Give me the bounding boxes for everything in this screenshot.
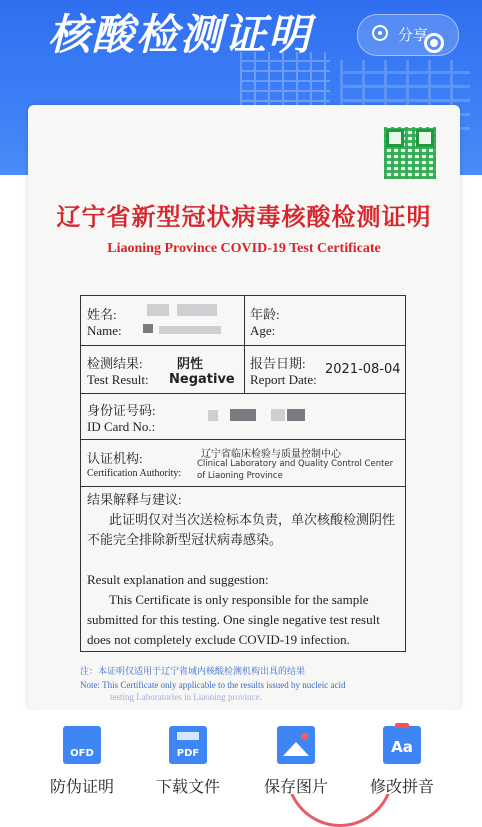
age-label-cn: 年龄:	[250, 307, 280, 322]
result-label-en: Test Result:	[87, 372, 149, 387]
close-target-icon[interactable]	[424, 33, 444, 53]
toolbar-label: 防伪证明	[49, 777, 114, 796]
auth-label-en: Certification Authority:	[87, 468, 182, 479]
report-date-value: 2021-08-04	[325, 362, 401, 377]
name-label-cn: 姓名:	[87, 307, 117, 322]
note-en-line2: testing Laboratories in Liaoning province.	[110, 692, 262, 702]
edit-text-icon: Aa	[383, 726, 421, 764]
certificate-table	[80, 295, 406, 652]
explain-title-cn: 结果解释与建议:	[87, 492, 182, 507]
id-label-en: ID Card No.:	[87, 419, 156, 434]
auth-label-cn: 认证机构:	[87, 451, 143, 466]
redacted-block	[159, 326, 221, 334]
age-label-en: Age:	[250, 323, 276, 338]
save-image-button[interactable]	[251, 726, 341, 797]
redacted-block	[147, 304, 169, 316]
explain-title-en: Result explanation and suggestion:	[87, 572, 269, 587]
qr-code	[384, 127, 436, 179]
certificate-title-en: Liaoning Province COVID-19 Test Certificate	[107, 241, 381, 256]
date-label-en: Report Date:	[250, 372, 317, 387]
auth-name-en-line1: Clinical Laboratory and Quality Control Center	[197, 459, 394, 469]
explain-en-line2: submitted for this testing. One single negative test result	[87, 612, 380, 627]
id-label-cn: 身份证号码:	[87, 403, 156, 418]
share-label: 分享	[398, 26, 429, 44]
redacted-block	[230, 409, 256, 421]
note-en-line1: Note: This Certificate only applicable to the results issued by nucleic acid	[80, 680, 346, 690]
row-authority	[81, 440, 405, 487]
image-icon	[277, 726, 315, 764]
result-label-cn: 检测结果:	[87, 356, 143, 371]
certificate-title-cn: 辽宁省新型冠状病毒核酸检测证明	[56, 202, 432, 231]
row-id	[81, 394, 405, 440]
explain-cn-line1: 此证明仅对当次送检标本负责，单次核酸检测阴性	[109, 512, 396, 527]
explain-cn-line2: 不能完全排除新型冠状病毒感染。	[87, 532, 283, 547]
redacted-block	[287, 409, 305, 421]
result-value-en: Negative	[169, 372, 235, 387]
note-cn: 注：本证明仅适用于辽宁省域内核酸检测机构出具的结果	[80, 666, 306, 676]
date-label-cn: 报告日期:	[250, 356, 306, 371]
anti-counterfeit-button[interactable]	[37, 726, 127, 797]
explain-en-line1: This Certificate is only responsible for the sample	[109, 592, 369, 607]
ofd-file-icon: OFD	[63, 726, 101, 764]
row-explanation	[81, 487, 405, 651]
result-value-cn: 阴性	[177, 357, 204, 372]
name-label-en: Name:	[87, 323, 122, 338]
share-icon	[372, 25, 388, 41]
share-button[interactable]	[357, 14, 459, 56]
bottom-toolbar	[0, 710, 482, 794]
toolbar-label: 保存图片	[263, 777, 328, 796]
certificate-card	[28, 105, 460, 710]
page-title: 核酸检测证明	[48, 10, 313, 59]
redacted-block	[177, 304, 217, 316]
edit-pinyin-button[interactable]	[357, 726, 447, 797]
toolbar-label: 下载文件	[155, 777, 220, 796]
toolbar-label: 修改拼音	[369, 777, 434, 796]
row-name-age	[81, 296, 405, 346]
download-file-button[interactable]	[143, 726, 233, 797]
pdf-file-icon: PDF	[169, 726, 207, 764]
redacted-block	[271, 409, 285, 421]
row-result-date	[81, 346, 405, 394]
redacted-block	[208, 410, 218, 421]
auth-name-en-line2: of Liaoning Province	[197, 471, 283, 481]
auth-name-cn: 辽宁省临床检验与质量控制中心	[201, 449, 341, 460]
redacted-block	[143, 324, 153, 333]
explain-en-line3: does not completely exclude COVID-19 infection.	[87, 632, 350, 647]
